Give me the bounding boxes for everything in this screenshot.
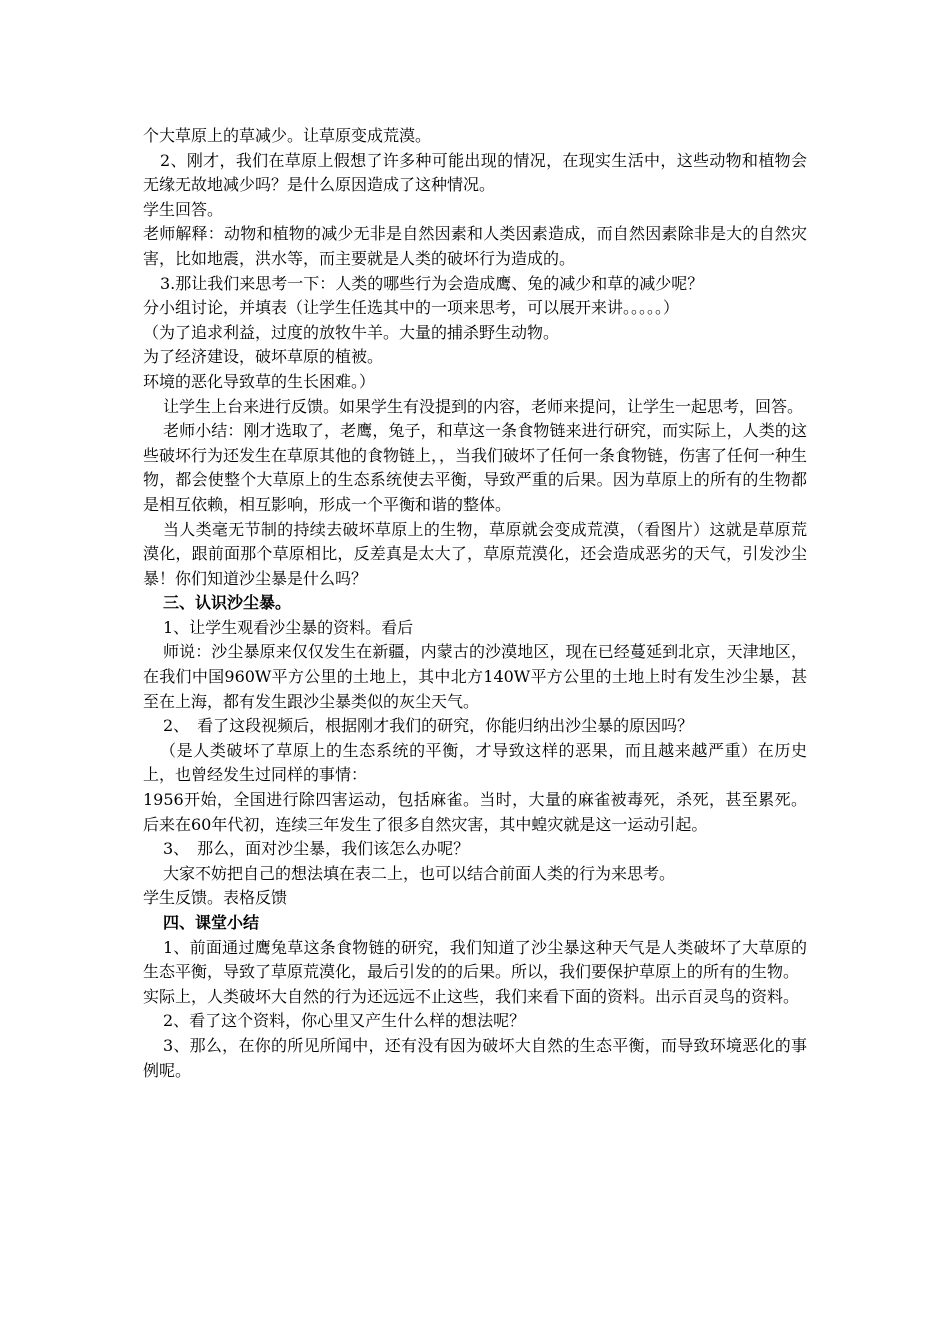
- paragraph: 3、 那么，面对沙尘暴，我们该怎么办呢？: [163, 839, 470, 859]
- paragraph: 个大草原上的草减少。让草原变成荒漠。: [143, 126, 432, 145]
- paragraph: 2、刚才，我们在草原上假想了许多种可能出现的情况，在现实生活中，这些动物和植物会无缘无故地减少吗？是什么原因造成了这种情况。: [143, 150, 807, 195]
- paragraph: 环境的恶化导致草的生长困难。）: [143, 371, 376, 391]
- section-heading: 四、课堂小结: [163, 913, 260, 932]
- paragraph: （为了追求利益，过度的放牧牛羊。大量的捕杀野生动物。: [143, 322, 560, 342]
- section-heading: 三、认识沙尘暴。: [163, 593, 292, 613]
- paragraph: 老师解释：动物和植物的减少无非是自然因素和人类因素造成，而自然因素除非是大的自然灾害，比如地震，洪水等，而主要就是人类的破坏行为造成的。: [143, 224, 807, 268]
- paragraph: 分小组讨论，并填表（让学生任选其中的一项来思考，可以展开来讲。。。。。）: [143, 298, 680, 318]
- paragraph: （是人类破坏了草原上的生态系统的平衡，才导致这样的恶果，而且越来越严重）在历史上，也曾经发生过同样的事情：: [143, 740, 807, 785]
- paragraph: 大家不妨把自己的想法填在表二上，也可以结合前面人类的行为来思考。: [163, 863, 676, 883]
- document-body: [143, 124, 807, 1083]
- paragraph: 为了经济建设，破坏草原的植被。: [143, 347, 384, 367]
- paragraph: 1、让学生观看沙尘暴的资料。看后: [163, 617, 414, 637]
- paragraph: 当人类毫无节制的持续去破坏草原上的生物，草原就会变成荒漠，（看图片）这就是草原荒漠化，跟前面那个草原相比，反差真是太大了，草原荒漠化，还会造成恶劣的天气，引发沙尘暴！你们知道沙尘暴是什么吗？: [143, 519, 807, 588]
- paragraph: 3、那么，在你的所见所闻中，还有没有因为破坏大自然的生态平衡，而导致环境恶化的事例呢。: [143, 1035, 807, 1080]
- paragraph: 2、 看了这段视频后，根据刚才我们的研究，你能归纳出沙尘暴的原因吗？: [163, 716, 694, 736]
- paragraph: 1、前面通过鹰兔草这条食物链的研究，我们知道了沙尘暴这种天气是人类破坏了大草原的生态平衡，导致了草原荒漠化，最后引发的的后果。所以，我们要保护草原上的所有的生物。: [143, 937, 807, 982]
- paragraph: 让学生上台来进行反馈。如果学生有没提到的内容，老师来提问，让学生一起思考，回答。: [163, 396, 804, 416]
- paragraph: 学生反馈。表格反馈: [143, 888, 288, 908]
- paragraph: 学生回答。: [143, 199, 224, 219]
- paragraph: 实际上，人类破坏大自然的行为还远远不止这些，我们来看下面的资料。出示百灵鸟的资料。: [143, 986, 800, 1006]
- paragraph: 3.那让我们来思考一下：人类的哪些行为会造成鹰、兔的减少和草的减少呢？: [160, 273, 704, 293]
- paragraph: 老师小结：刚才选取了，老鹰，兔子，和草这一条食物链来进行研究，而实际上，人类的这些破坏行为还发生在草原其他的食物链上，，当我们破坏了任何一条食物链，伤害了任何一种生物，都会使整个大草原上的生态系统使去平衡，导致严重的后果。因为草原上的所有的生物都是相互依赖，相互影响，形成一个平衡和谐的整体。: [143, 421, 808, 514]
- paragraph: 2、看了这个资料，你心里又产生什么样的想法呢？: [163, 1011, 526, 1031]
- paragraph: 师说：沙尘暴原来仅仅发生在新疆，内蒙古的沙漠地区，现在已经蔓延到北京，天津地区，在我们中国960W平方公里的土地上，其中北方140W平方公里的土地上时有发生沙尘暴，甚至在上海，都有发生跟沙尘暴类似的灰尘天气。: [143, 642, 807, 711]
- paragraph: 1956开始，全国进行除四害运动，包括麻雀。当时，大量的麻雀被毒死，杀死，甚至累死。后来在60年代初，连续三年发生了很多自然灾害，其中蝗灾就是这一运动引起。: [143, 790, 807, 834]
